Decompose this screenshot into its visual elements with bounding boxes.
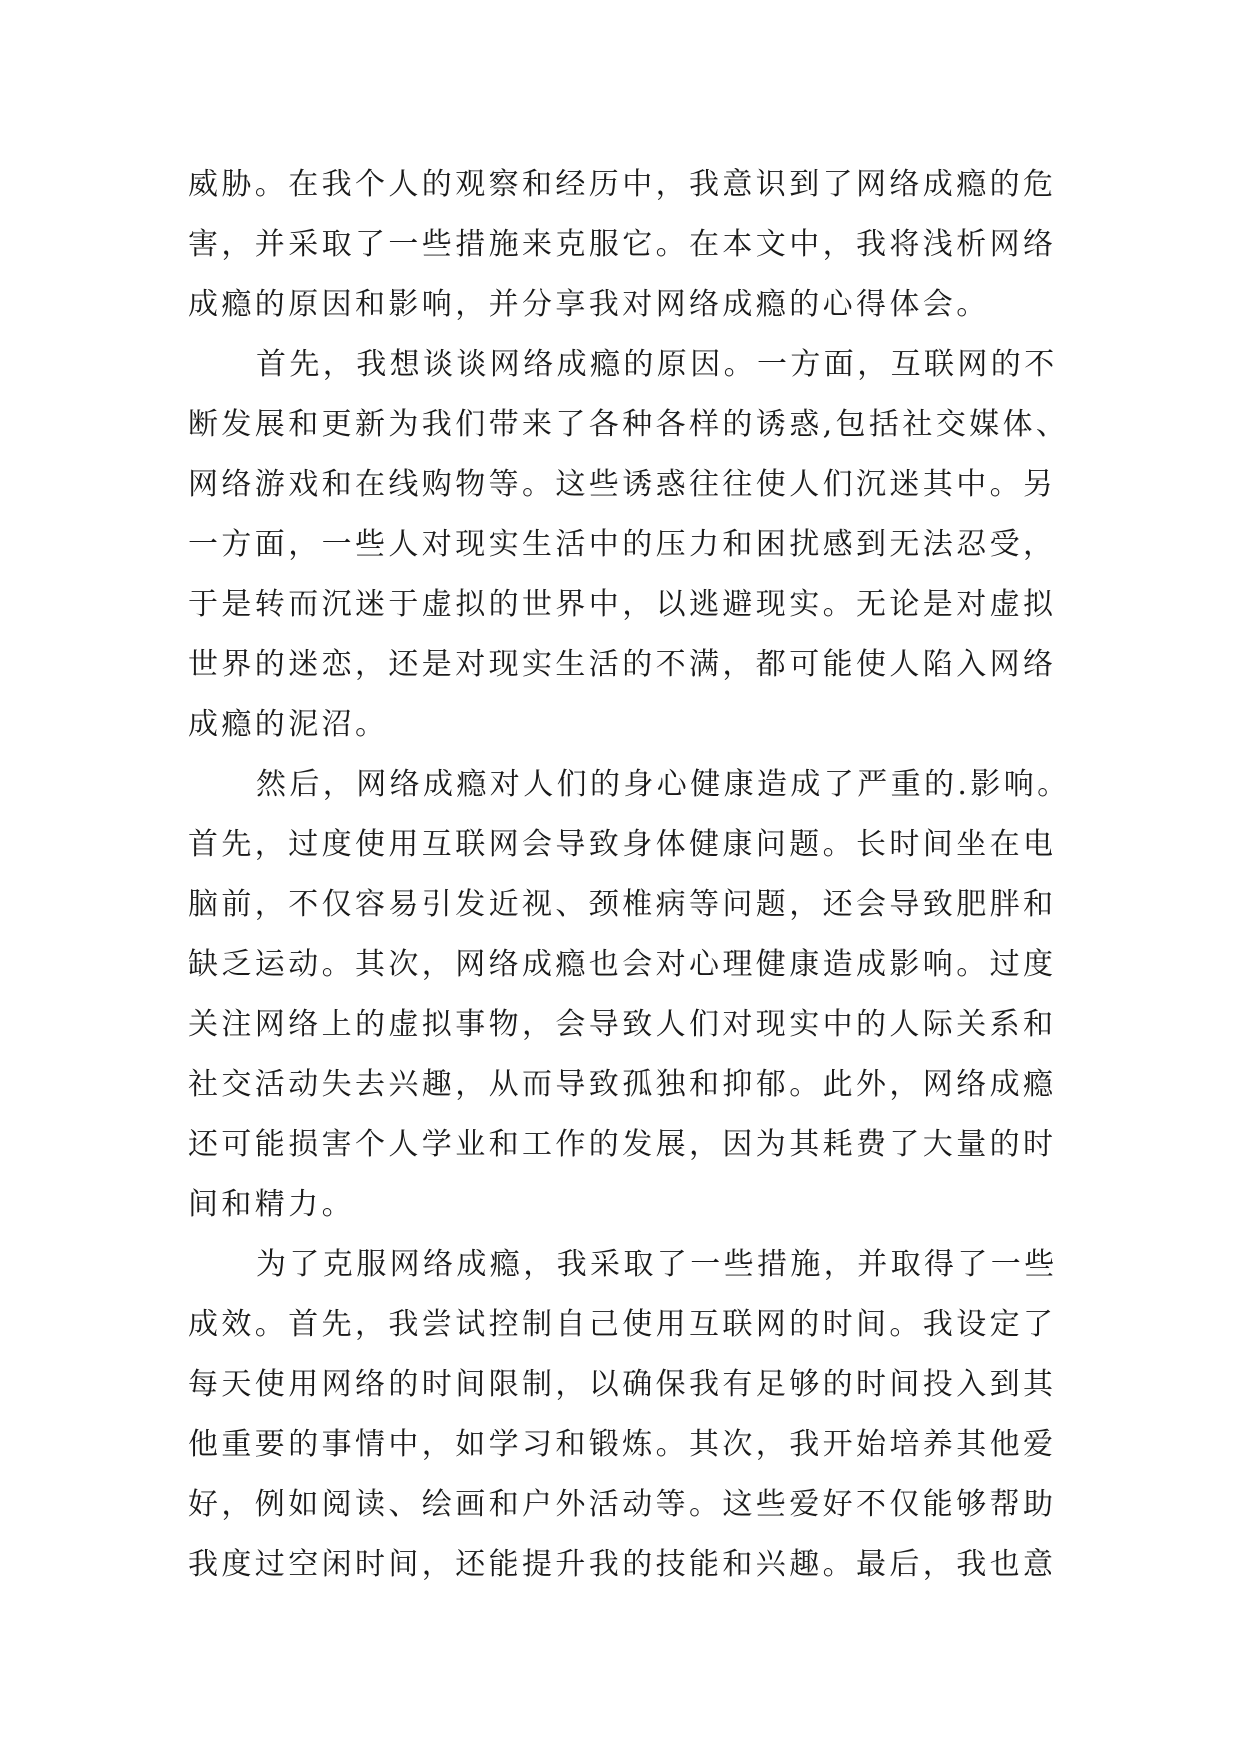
paragraph [188,755,1071,1235]
text-line: 脑前，不仅容易引发近视、颈椎病等问题，还会导致肥胖和 [188,887,1057,922]
text-line: 缺乏运动。其次，网络成瘾也会对心理健康造成影响。过度 [188,947,1057,982]
text-line: 首先，我想谈谈网络成瘾的原因。一方面，互联网的不 [256,347,1058,382]
text-line: 社交活动失去兴趣，从而导致孤独和抑郁。此外，网络成瘾 [188,1067,1057,1102]
paragraph [188,1235,1068,1595]
paragraph [188,335,1068,755]
text-line: 他重要的事情中，如学习和锻炼。其次，我开始培养其他爱 [188,1427,1057,1462]
text-line: 成瘾的泥沼。 [188,707,389,742]
text-line: 成效。首先，我尝试控制自己使用互联网的时间。我设定了 [188,1307,1057,1342]
text-line: 关注网络上的虚拟事物，会导致人们对现实中的人际关系和 [188,1007,1057,1042]
text-line: 首先，过度使用互联网会导致身体健康问题。长时间坐在电 [188,827,1057,862]
text-line: 威胁。在我个人的观察和经历中，我意识到了网络成瘾的危 [188,167,1057,202]
paragraph [188,155,1068,335]
document-body [188,155,1071,1595]
text-line: 我度过空闲时间，还能提升我的技能和兴趣。最后，我也意 [188,1547,1057,1582]
text-line: 每天使用网络的时间限制，以确保我有足够的时间投入到其 [188,1367,1057,1402]
text-line: 还可能损害个人学业和工作的发展，因为其耗费了大量的时 [188,1127,1057,1162]
text-line: 一方面，一些人对现实生活中的压力和困扰感到无法忍受， [188,527,1057,562]
text-line: 网络游戏和在线购物等。这些诱惑往往使人们沉迷其中。另 [188,467,1057,502]
text-line: 为了克服网络成瘾，我采取了一些措施，并取得了一些 [256,1247,1058,1282]
text-line: 好，例如阅读、绘画和户外活动等。这些爱好不仅能够帮助 [188,1487,1057,1522]
text-line: 断发展和更新为我们带来了各种各样的诱惑,包括社交媒体、 [188,407,1070,442]
text-line: 然后，网络成瘾对人们的身心健康造成了严重的.影响。 [256,767,1071,802]
text-line: 间和精力。 [188,1187,355,1222]
text-line: 成瘾的原因和影响，并分享我对网络成瘾的心得体会。 [188,287,990,322]
text-line: 世界的迷恋，还是对现实生活的不满，都可能使人陷入网络 [188,647,1057,682]
text-line: 于是转而沉迷于虚拟的世界中，以逃避现实。无论是对虚拟 [188,587,1057,622]
text-line: 害，并采取了一些措施来克服它。在本文中，我将浅析网络 [188,227,1057,262]
